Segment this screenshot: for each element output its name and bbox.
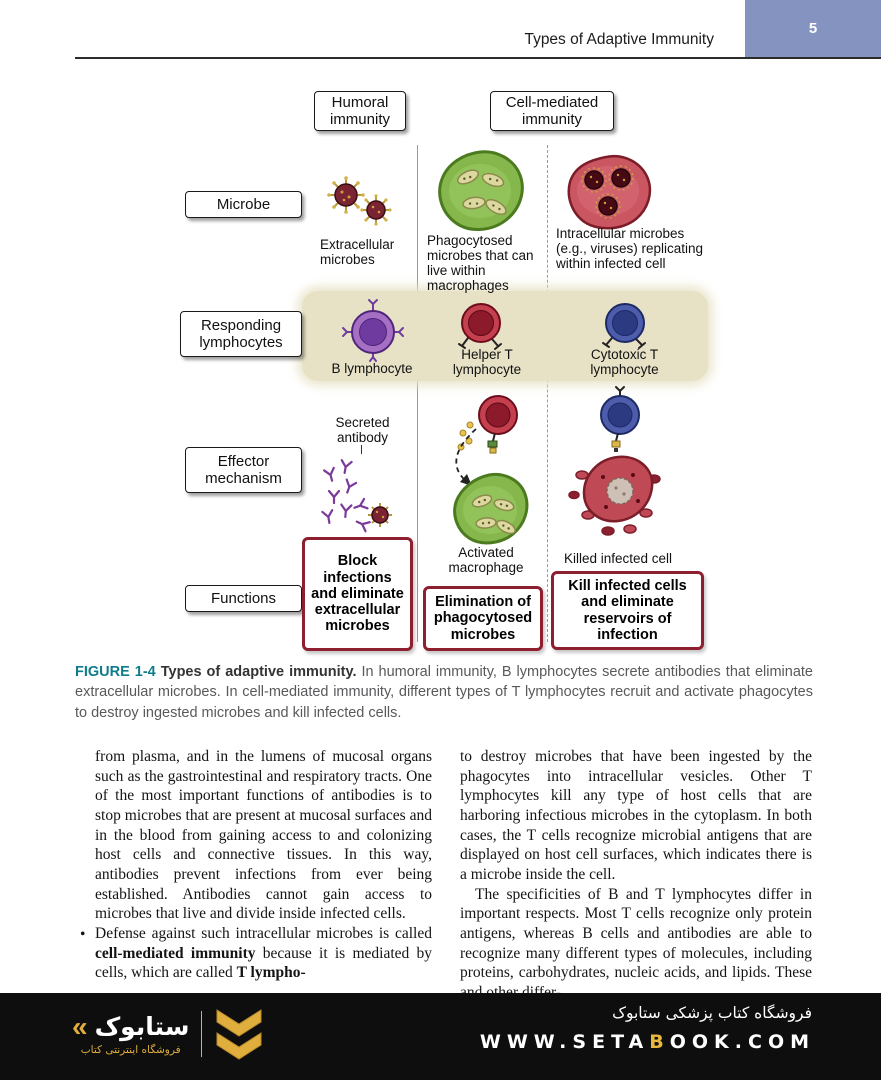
antibody-coated-microbe xyxy=(368,503,392,527)
logo-tagline: فروشگاه اینترنتی کتاب xyxy=(80,1043,181,1056)
chevron-left-icon: « xyxy=(72,1010,88,1042)
extracellular-microbes-icon xyxy=(322,173,398,231)
page-number-badge xyxy=(745,0,881,57)
helper-t-lymphocyte-icon xyxy=(452,296,510,352)
row-label-responding-lymphocytes xyxy=(180,311,302,357)
function-ctl-text: Kill infected cells and eliminate reservoirs of infection xyxy=(568,578,687,643)
column-header-humoral xyxy=(314,91,406,131)
macrophage-with-microbes-icon xyxy=(430,147,530,235)
bullet-bold-cell-mediated-immunity: cell-mediated immunity xyxy=(95,944,256,962)
label-helper-t-lymphocyte: Helper T lymphocyte xyxy=(452,347,522,378)
function-helper-text: Elimination of phagocytosed microbes xyxy=(433,594,533,643)
b-lymphocyte-icon xyxy=(342,299,404,361)
row-label-functions xyxy=(185,585,302,612)
caption-intracellular-microbes: Intracellular microbes (e.g., viruses) replicating within infected cell xyxy=(556,226,704,272)
function-box-helper xyxy=(423,586,543,651)
store-name-line: فروشگاه کتاب پزشکی ستابوک xyxy=(612,1004,812,1022)
paragraph-right-2: The specificities of B and T lymphocytes differ in important respects. Most T cells recognize only protein antigens, whereas B cells and antibodies are able to recognize many different types of molecules, including proteins, carbohydrates, nucleic acids, and lipids. These xyxy=(460,885,812,982)
column-header-cell-mediated-label: Cell-mediated immunity xyxy=(505,93,599,128)
website-url xyxy=(480,1031,815,1053)
helper-t-activating-macrophage-icon xyxy=(432,389,547,564)
header-rule xyxy=(75,57,881,59)
label-cytotoxic-t-lymphocyte: Cytotoxic T lymphocyte xyxy=(590,347,659,378)
setabook-logo xyxy=(72,1006,264,1062)
url-part-accent: B xyxy=(649,1031,670,1053)
body-column-right xyxy=(460,747,812,993)
row-label-effector-mechanism xyxy=(185,447,302,493)
caption-extracellular-microbes: Extracellular microbes xyxy=(320,237,395,268)
bullet-text-mid: because it is mediated by cells, which are called xyxy=(95,944,432,982)
row-label-effector-text: Effector mechanism xyxy=(205,452,282,487)
body-column-left xyxy=(80,747,432,993)
function-box-ctl xyxy=(551,571,704,650)
bullet-glyph: • xyxy=(80,926,86,944)
logo-divider xyxy=(201,1011,202,1057)
label-activated-macrophage: Activated macrophage xyxy=(448,545,524,576)
column-header-cell-mediated xyxy=(490,91,614,131)
double-chevron-down-icon xyxy=(214,1006,264,1062)
label-killed-infected-cell: Killed infected cell xyxy=(563,551,673,566)
label-b-lymphocyte: B lymphocyte xyxy=(331,361,413,376)
url-part-right: OOK.COM xyxy=(669,1031,815,1053)
setabook-logo-text xyxy=(72,1010,190,1056)
cytotoxic-t-lymphocyte-icon xyxy=(596,297,654,352)
bullet-item-cell-mediated xyxy=(80,924,432,983)
figure-caption xyxy=(75,662,813,723)
paragraph-right-1: to destroy microbes that have been ingested by the phagocytes into intracellular vesicles. Other T lymphocytes kill any type of host cells that are harboring infectious microbes in the cytoplasm. In both cases, the T cells recognize microbial antigens that are displayed on host cell surfaces, which indicates there is a microbe inside the cell. xyxy=(460,748,812,884)
function-humoral-text: Block infections and eliminate extracellular microbes xyxy=(311,553,404,635)
footer-bar xyxy=(0,993,881,1080)
figure-caption-text: In humoral immunity, B lymphocytes secrete antibodies that eliminate extracellular microbes. In cell-mediated immunity, different types of T lymphocytes recruit and activate phagocytes to destroy ingested microbes and kill infected cells. xyxy=(75,664,813,721)
ctl-killing-infected-cell-icon xyxy=(558,387,678,549)
figure-caption-label: FIGURE 1-4 xyxy=(75,664,156,680)
label-secreted-antibody: Secreted antibody xyxy=(335,415,390,446)
infected-cell-with-viruses-icon xyxy=(558,151,658,233)
column-divider-solid xyxy=(417,145,418,642)
column-header-humoral-label: Humoral immunity xyxy=(329,93,390,128)
row-label-responding-text: Responding lymphocytes xyxy=(199,316,283,351)
bullet-paragraph xyxy=(95,924,432,983)
caption-phagocytosed-microbes: Phagocytosed microbes that can live within macrophages xyxy=(427,233,534,294)
function-box-humoral xyxy=(302,537,413,651)
column-divider-dashed xyxy=(547,145,548,642)
secreted-antibodies-icon xyxy=(316,451,404,539)
url-part-left: WWW.SETA xyxy=(479,1031,650,1053)
page-number: 5 xyxy=(808,20,818,37)
running-head: Types of Adaptive Immunity xyxy=(524,31,714,48)
figure-1-4 xyxy=(0,85,881,665)
microbe-1 xyxy=(327,176,365,214)
microbe-2 xyxy=(360,194,391,225)
row-label-functions-text: Functions xyxy=(210,589,277,607)
paragraph-left: from plasma, and in the lumens of mucosal organs such as the gastrointestinal and respiratory tracts. One of the most important functions of antibodies is to stop microbes that are present at mucosal surfaces and in the blood from gaining access to and colonizing host cells and connective tissues. In this way, antibodies prevent infections from ever being established. Antibodies cannot gain access to microbes that live and divide inside infected cells. xyxy=(95,748,432,923)
bullet-text-pre: Defense against such intracellular microbes is called xyxy=(95,925,432,943)
row-label-microbe xyxy=(185,191,302,218)
bullet-bold-t-lympho: T lympho- xyxy=(236,964,306,982)
logo-name: ستابوک xyxy=(94,1011,190,1041)
row-label-microbe-text: Microbe xyxy=(216,195,271,213)
figure-caption-title: Types of adaptive immunity. xyxy=(160,664,357,680)
